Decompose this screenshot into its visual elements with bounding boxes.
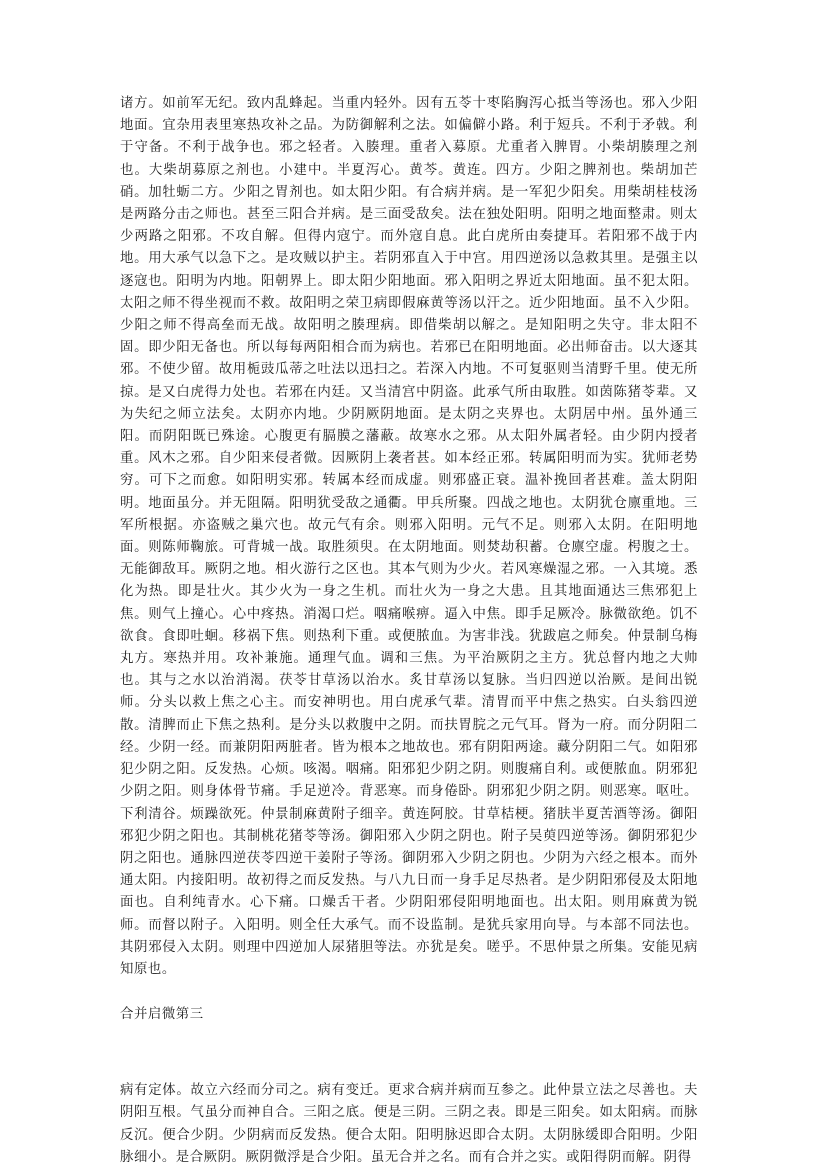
paragraph-second: 病有定体。故立六经而分司之。病有变迁。更求合病并病而互参之。此仲景立法之尽善也。夫阴阳互根。气虽分而神自合。三阳之底。便是三阴。三阴之表。即是三阳矣。如太阳病。而脉反沉。便合少阴。少阴病而反发热。便合太阳。阳明脉迟即合太阴。太阴脉缓即合阳明。少阳脉细小。是合厥阴。厥阴微浮是合少阳。虽无合并之名。而有合并之实。或阳得阴而解。阴得 bbox=[120, 1083, 698, 1165]
document-page bbox=[120, 93, 698, 1169]
paragraph-main: 诸方。如前军无纪。致内乱蜂起。当重内轻外。因有五苓十枣陷胸泻心抵当等汤也。邪入少阳地面。宜杂用表里寒热攻补之品。为防御解利之法。如偏僻小路。利于短兵。不利于矛戟。利于守备。不利于战争也。邪之轻者。入腠理。重者入募原。尤重者入脾胃。小柴胡腠理之剂也。大柴胡募原之剂也。小建中。半夏泻心。黄芩。黄连。四方。少阳之脾剂也。柴胡加芒硝。加牡蛎二方。少阳之胃剂也。如太阳少阳。有合病并病。是一军犯少阳矣。用柴胡桂枝汤是两路分击之师也。甚至三阳合并病。是三面受敌矣。法在独处阳明。阳明之地面整肃。则太少两路之阳邪。不攻自解。但得内寇宁。而外寇自息。此白虎所由奏捷耳。若阳邪不战于内地。用大承气以急下之。是攻贼以护主。若阴邪直入于中宫。用四逆汤以急救其里。是强主以逐寇也。阳明为内地。阳朝界上。即太阳少阳地面。邪入阳明之界近太阳地面。虽不犯太阳。太阳之师不得坐视而不救。故阳明之荣卫病即假麻黄等汤以汗之。近少阳地面。虽不入少阳。少阳之师不得高垒而无战。故阳明之腠理病。即借柴胡以解之。是知阳明之失守。非太阳不固。即少阳无备也。所以每每两阳相合而为病也。若邪已在阳明地面。必出师奋击。以大逐其邪。不使少留。故用栀豉瓜蒂之吐法以迅扫之。若深入内地。不可复驱则当清野千里。使无所 掠。是又白虎得力处也。若邪在内廷。又当清宫中阴盗。此承气所由取胜。如茵陈猪苓辈。又为失纪之师立法矣。太阴亦内地。少阴厥阴地面。是太阴之夹界也。太阴居中州。虽外通三阳。而阴阳既已殊途。心腹更有膈膜之藩蔽。故寒水之邪。从太阳外属者轻。由少阴内授者重。风木之邪。自少阳来侵者微。因厥阴上袭者甚。如本经正邪。转属阳明而为实。犹师老势穷。可下之而愈。如阳明实邪。转属本经而成虚。则邪盛正衰。温补挽回者甚难。盖太阴阳明。地面虽分。并无阻隔。阳明犹受敌之通衢。甲兵所聚。四战之地也。太阴犹仓廪重地。三军所根据。亦盗贼之巢穴也。故元气有余。则邪入阳明。元气不足。则邪入太阴。在阳明地面。则陈师鞠旅。可背城一战。取胜须臾。在太阴地面。则焚劫积蓄。仓廪空虚。枵腹之士。无能御敌耳。厥阴之地。相火游行之区也。其本气则为少火。若风寒燥湿之邪。一入其境。悉化为热。即是壮火。其少火为一身之生机。而壮火为一身之大患。且其地面通达三焦邪犯上焦。则气上撞心。心中疼热。消渴口烂。咽痛喉痹。逼入中焦。即手足厥冷。脉微欲绝。饥不欲食。食即吐蛔。移祸下焦。则热利下重。或便脓血。为害非浅。犹跋扈之师矣。仲景制乌梅丸方。寒热并用。攻补兼施。通理气血。调和三焦。为平治厥阴之主方。犹总督内地之大帅也。其与之水以治消渴。茯苓甘草汤以治水。炙甘草汤以复脉。当归四逆以治厥。是间出锐师。分头以救上焦之心主。而安神明也。用白虎承气辈。清胃而平中焦之热实。白头翁四逆散。清脾而止下焦之热利。是分头以救腹中之阴。而扶胃脘之元气耳。肾为一府。而分阴阳二经。少阴一经。而兼阴阳两脏者。皆为根本之地故也。邪有阴阳两途。藏分阴阳二气。如阳邪犯少阴之阳。反发热。心烦。咳渴。咽痛。阳邪犯少阴之阴。则腹痛自利。或便脓血。阴邪犯少阴之阳。则身体骨节痛。手足逆冷。背恶寒。而身倦卧。阴邪犯少阴之阴。则恶寒。呕吐。下利清谷。烦躁欲死。仲景制麻黄附子细辛。黄连阿胶。甘草桔梗。猪肤半夏苦酒等汤。御阳邪犯少阴之阳也。其制桃花猪苓等汤。御阳邪入少阴之阴也。附子吴萸四逆等汤。御阴邪犯少阴之阳也。通脉四逆茯苓四逆干姜附子等汤。御阴邪入少阴之阴也。少阴为六经之根本。而外通太阳。内接阳明。故初得之而反发热。与八九日而一身手足尽热者。是少阴阳邪侵及太阳地面也。自利纯青水。心下痛。口燥舌干者。少阴阳邪侵阳明地面也。出太阳。则用麻黄为锐师。而督以附子。入阳明。则全任大承气。而不设监制。是犹兵家用向导。与本部不同法也。其阴邪侵入太阴。则理中四逆加人尿猪胆等法。亦犹是矣。嗟乎。不思仲景之所集。安能见病知原也。 bbox=[120, 96, 698, 977]
section-heading: 合并启微第三 bbox=[120, 1007, 204, 1023]
